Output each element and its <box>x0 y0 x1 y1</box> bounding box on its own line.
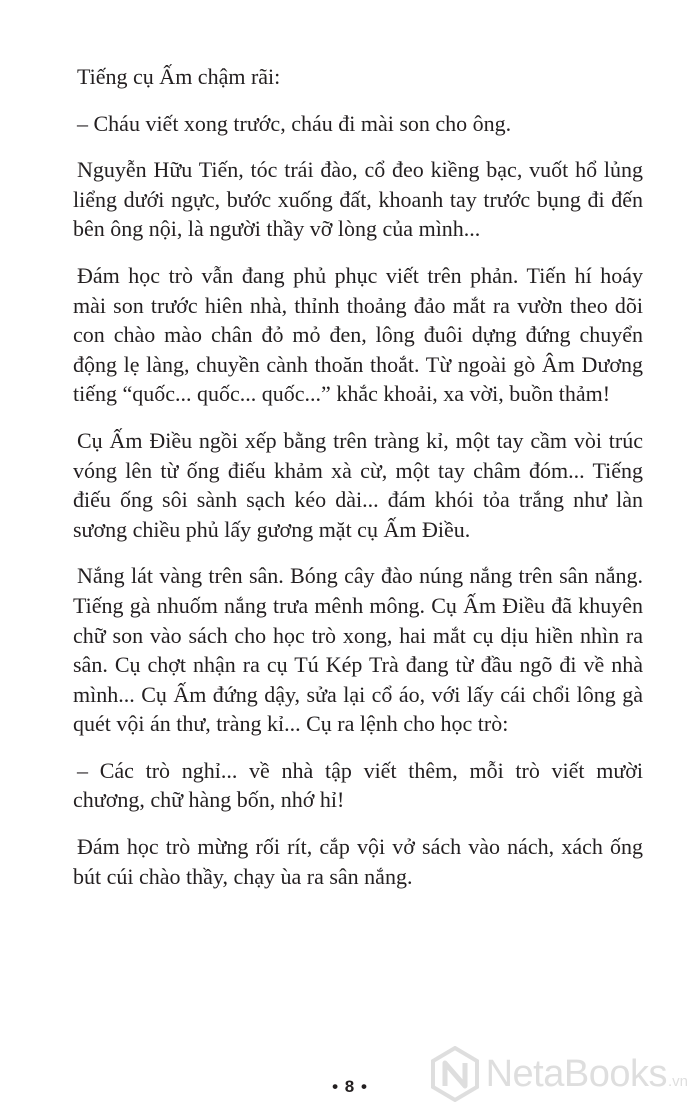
watermark-suffix-text: .vn <box>667 1073 688 1090</box>
paragraph-4: Đám học trò vẫn đang phủ phục viết trên phản. Tiến hí hoáy mài son trước hiên nhà, thỉnh thoảng đảo mắt ra vườn theo dõi con chào mào chân đỏ mỏ đen, lông đuôi dựng đứng chuyển động lẹ làng, chuyền cành thoăn thoắt. Từ ngoài gò Âm Dương tiếng “quốc... quốc... quốc...” khắc khoải, xa vời, buồn thảm! <box>73 262 643 407</box>
watermark-brand-text: NetaBooks <box>485 1052 667 1095</box>
paragraph-5: Cụ Ấm Điều ngồi xếp bằng trên tràng kỉ, một tay cầm vòi trúc vóng lên từ ống điếu khảm xà cừ, một tay châm đóm... Tiếng điếu ống sôi sành sạch kéo dài... đám khói tỏa trắng như làn sương chiều phủ lấy gương mặt cụ Ấm Điều. <box>73 427 643 542</box>
book-page-body <box>73 62 643 908</box>
paragraph-8: Đám học trò mừng rối rít, cắp vội vở sách vào nách, xách ống bút cúi chào thầy, chạy ùa ra sân nắng. <box>73 834 643 889</box>
netabooks-logo-icon <box>430 1046 480 1102</box>
paragraph-1: Tiếng cụ Ấm chậm rãi: <box>77 64 281 89</box>
paragraph-7-dialog: – Các trò nghỉ... về nhà tập viết thêm, mỗi trò viết mười chương, chữ hàng bốn, nhớ hỉ! <box>73 757 643 813</box>
paragraph-3: Nguyễn Hữu Tiến, tóc trái đào, cổ đeo kiềng bạc, vuốt hổ lủng liểng dưới ngực, bước xuống đất, khoanh tay trước bụng đi đến bên ông nội, là người thầy vỡ lòng của mình... <box>73 157 643 242</box>
netabooks-watermark <box>430 1044 688 1104</box>
paragraph-6: Nắng lát vàng trên sân. Bóng cây đào núng nắng trên sân nắng. Tiếng gà nhuốm nắng trưa mênh mông. Cụ Ấm Điều đã khuyên chữ son vào sách cho học trò xong, hai mắt cụ dịu hiền nhìn ra sân. Cụ chợt nhận ra cụ Tú Kép Trà đang từ đầu ngõ đi về nhà mình... Cụ Ấm đứng dậy, sửa lại cổ áo, với lấy cái chổi lông gà quét vội án thư, tràng kỉ... Cụ ra lệnh cho học trò: <box>73 563 643 737</box>
page-number: • 8 • <box>332 1077 368 1096</box>
paragraph-2-dialog: – Cháu viết xong trước, cháu đi mài son cho ông. <box>77 110 512 136</box>
